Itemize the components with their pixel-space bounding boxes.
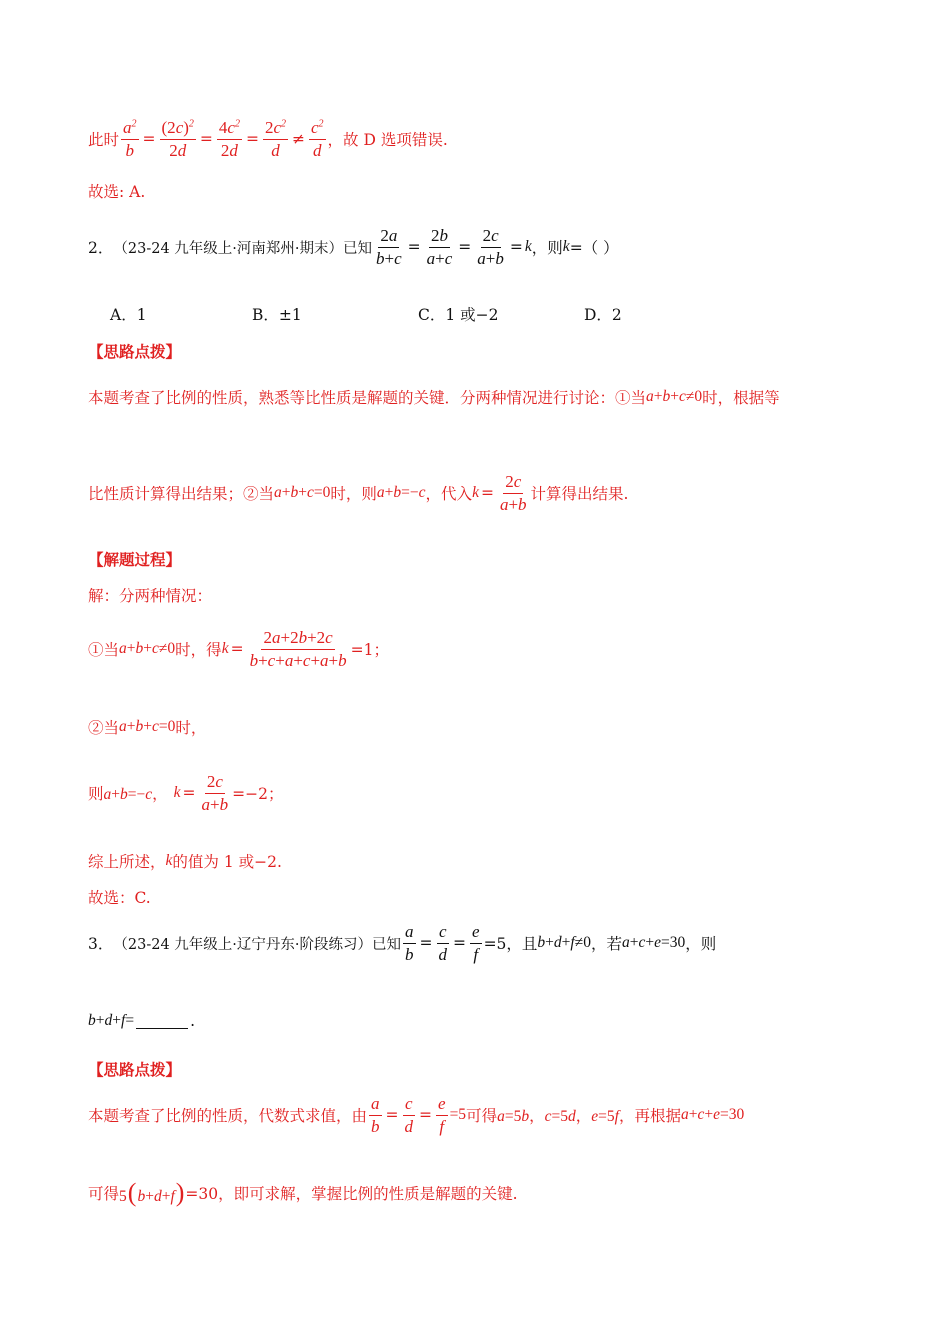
answer-c: 故选：C. [88,889,151,907]
hint-text-part: 本题考查了比例的性质，熟悉等比性质是解题的关键．分两种情况进行讨论：①当 [88,389,647,407]
k-symbol: k [562,238,570,256]
case-text: ①当 [88,641,120,660]
question-2: 2． （23-24 九年级上·河南郑州·期末）已知 $\frac{2a}{b+c}$ = $\frac{2b}{a+c}$ = $\frac{2c}{a+b}$ = k ，则 k =（ ） [88,226,619,268]
answer-paren: =（ ） [569,239,619,258]
hint-text-part: 时，根据等 [702,389,780,407]
question-3-blank-line: b+d+f= . [88,1012,195,1030]
answer-a: 故选: A. [88,183,146,201]
solution-case-2-calc: 则 a+b=−c， k = $\frac{2c}{a+b}$ =−2； [88,772,284,814]
hint-text-part: 计算得出结果. [530,485,629,504]
case-text: 则 [88,785,104,804]
hint-text-1: 本题考查了比例的性质，熟悉等比性质是解题的关键．分两种情况进行讨论：①当 a+b+c≠0 时，根据等 [88,388,780,407]
hint3-text-1: 本题考查了比例的性质，代数式求值，由 $\frac{a}{b}$ = $\frac{c}{d}$ = $\frac{e}{f}$ =5 可得 a=5b，c=5d，e=5f ，再根据 a+c+e=30 [88,1094,745,1136]
hint-text-part: 可得 [88,1185,120,1203]
hint-text-part: =30，即可求解，掌握比例的性质是解题的关键. [185,1185,518,1203]
line-ratio-check: 此时 $\frac{a^2}{b}$ = $\frac{(2c)^2}{2d}$ = $\frac{4c^2}{2d}$ = $\frac{2c^2}{d}$ ≠ $\frac{c^2}{d}$ ，故 D 选项错误. [88,118,448,160]
question-number: 2． [88,239,114,258]
hint-text-part: ，再根据 [618,1107,681,1126]
suffix-text: ，故 D 选项错误. [327,131,448,150]
question-source: （23-24 九年级上·河南郑州·期末）已知 [113,240,373,257]
cond-text: ，则 [685,935,717,954]
period: . [190,1012,195,1030]
answer-blank[interactable] [136,1014,188,1029]
hint-text-part: 可得 [466,1107,498,1126]
case-text: =−2； [232,785,284,804]
hint-text-part: 比性质计算得出结果；②当 [88,485,275,504]
hint-text-part: 时，则 [330,485,377,504]
question-number: 3． [88,935,114,954]
solution-case-1: ①当 a+b+c≠0 时，得 k = $\frac{2a+2b+2c}{b+c+a+c+a+b}$ =1； [88,628,389,670]
k-text: ，则 [531,239,563,258]
hint-text-part: ，代入 [425,485,473,504]
summary-text: 综上所述， [88,853,166,871]
hint3-text-2: 可得 5(b+d+f) =30，即可求解，掌握比例的性质是解题的关键. [88,1178,518,1207]
solution-intro: 解：分两种情况： [88,587,213,605]
hint-heading-3: 【思路点拨】 [88,1060,182,1079]
question-source: （23-24 九年级上·辽宁丹东·阶段练习）已知 [113,936,402,953]
prefix-text: 此时 [88,131,120,150]
case-text: =1； [350,641,389,660]
solution-summary: 综上所述， k 的值为 1 或−2. [88,852,282,871]
option-c[interactable]: C．1 或−2 [418,306,499,324]
cond-text: ，若 [591,935,623,954]
option-a[interactable]: A．1 [110,306,147,324]
option-b[interactable]: B．±1 [252,306,302,324]
summary-text: 的值为 1 或−2. [172,853,282,871]
case-text: ②当 [88,719,120,737]
option-d[interactable]: D．2 [584,306,622,324]
cond-text: =5，且 [483,935,538,954]
hint-text-2: 比性质计算得出结果；②当 a+b+c=0 时，则 a+b=−c ，代入 k = $\frac{2c}{a+b}$ 计算得出结果. [88,472,629,514]
case-text: 时，得 [175,641,222,660]
solution-heading: 【解题过程】 [88,550,182,569]
case-text: 时， [175,719,207,737]
solution-case-2: ②当 a+b+c=0 时， [88,718,207,737]
hint-heading: 【思路点拨】 [88,342,182,361]
hint-text-part: 本题考查了比例的性质，代数式求值，由 [88,1107,368,1126]
question-3: 3． （23-24 九年级上·辽宁丹东·阶段练习）已知 $\frac{a}{b}$ = $\frac{c}{d}$ = $\frac{e}{f}$ =5，且 b+d+f≠0 ，若 a+c+e=30 ，则 [88,922,717,964]
